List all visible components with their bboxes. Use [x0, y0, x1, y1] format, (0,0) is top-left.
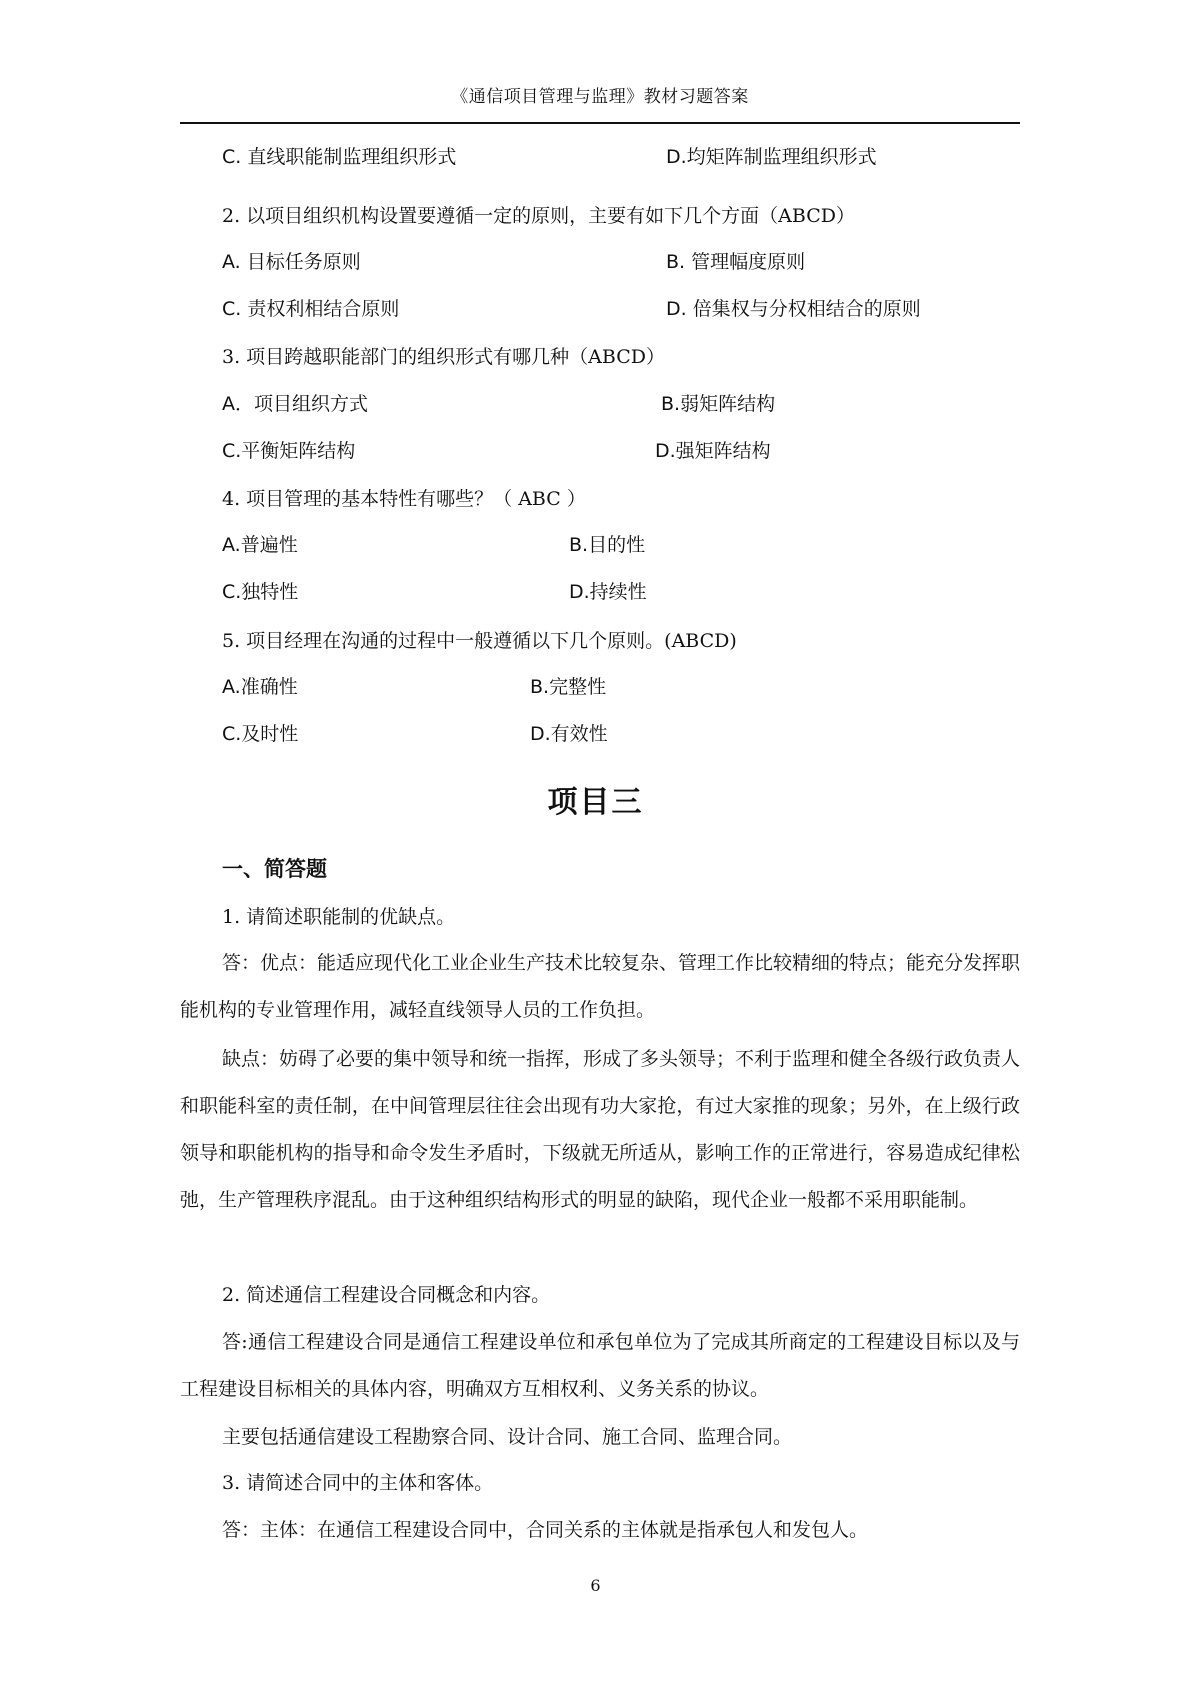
q2-question: 2. 以项目组织机构设置要遵循一定的原则，主要有如下几个方面（ABCD） [222, 205, 855, 227]
q2-option-c: C. 责权利相结合原则 [222, 298, 400, 320]
section-subtitle: 一、简答题 [222, 857, 327, 881]
q4-option-b: B.目的性 [569, 534, 646, 556]
header-divider [180, 122, 1020, 124]
q5-option-c: C.及时性 [222, 723, 299, 745]
short-q1-question: 1. 请简述职能制的优缺点。 [222, 906, 456, 928]
q4-option-c: C.独特性 [222, 581, 299, 603]
page-number: 6 [590, 1576, 601, 1595]
q3-option-d: D.强矩阵结构 [655, 440, 771, 462]
q3-option-b: B.弱矩阵结构 [661, 393, 776, 415]
short-q2-answer-content: 主要包括通信建设工程勘察合同、设计合同、施工合同、监理合同。 [222, 1426, 793, 1448]
q5-option-d: D.有效性 [530, 723, 608, 745]
q4-question: 4. 项目管理的基本特性有哪些？（ ABC ） [222, 488, 586, 510]
q2-option-a: A. 目标任务原则 [222, 251, 361, 273]
short-q3-question: 3. 请简述合同中的主体和客体。 [222, 1472, 494, 1494]
q3-option-a: A．项目组织方式 [222, 393, 368, 415]
q2-option-b: B. 管理幅度原则 [666, 251, 806, 273]
short-q2-question: 2. 简述通信工程建设合同概念和内容。 [222, 1284, 551, 1306]
q5-question: 5. 项目经理在沟通的过程中一般遵循以下几个原则。(ABCD) [222, 630, 737, 652]
q3-option-c: C.平衡矩阵结构 [222, 440, 356, 462]
page-header-title: 《通信项目管理与监理》教材习题答案 [451, 87, 749, 107]
q2-option-d: D. 倍集权与分权相结合的原则 [666, 298, 921, 320]
q3-question: 3. 项目跨越职能部门的组织形式有哪几种（ABCD） [222, 346, 665, 368]
q1-option-d: D.均矩阵制监理组织形式 [666, 146, 877, 168]
short-q1-answer-cons: 缺点：妨碍了必要的集中领导和统一指挥，形成了多头领导；不利于监理和健全各级行政负责人和职能科室的责任制，在中间管理层往往会出现有功大家抢，有过大家推的现象；另外，在上级行政领导和职能机构的指导和命令发生矛盾时，下级就无所适从，影响工作的正常进行，容易造成纪律松弛，生产管理秩序混乱。由于这种组织结构形式的明显的缺陷，现代企业一般都不采用职能制。 [180, 1048, 1021, 1211]
short-q2-answer-concept: 答:通信工程建设合同是通信工程建设单位和承包单位为了完成其所商定的工程建设目标以及与工程建设目标相关的具体内容，明确双方互相权利、义务关系的协议。 [180, 1331, 1020, 1400]
section-title: 项目三 [547, 785, 644, 820]
q4-option-a: A.普遍性 [222, 534, 298, 556]
q5-option-a: A.准确性 [222, 676, 298, 698]
short-q3-answer-subject: 答：主体：在通信工程建设合同中，合同关系的主体就是指承包人和发包人。 [222, 1519, 869, 1541]
q5-option-b: B.完整性 [530, 676, 607, 698]
q1-option-c: C. 直线职能制监理组织形式 [222, 146, 457, 168]
q4-option-d: D.持续性 [569, 581, 647, 603]
short-q1-answer-pros: 答：优点：能适应现代化工业企业生产技术比较复杂、管理工作比较精细的特点；能充分发挥职能机构的专业管理作用，减轻直线领导人员的工作负担。 [180, 952, 1021, 1021]
